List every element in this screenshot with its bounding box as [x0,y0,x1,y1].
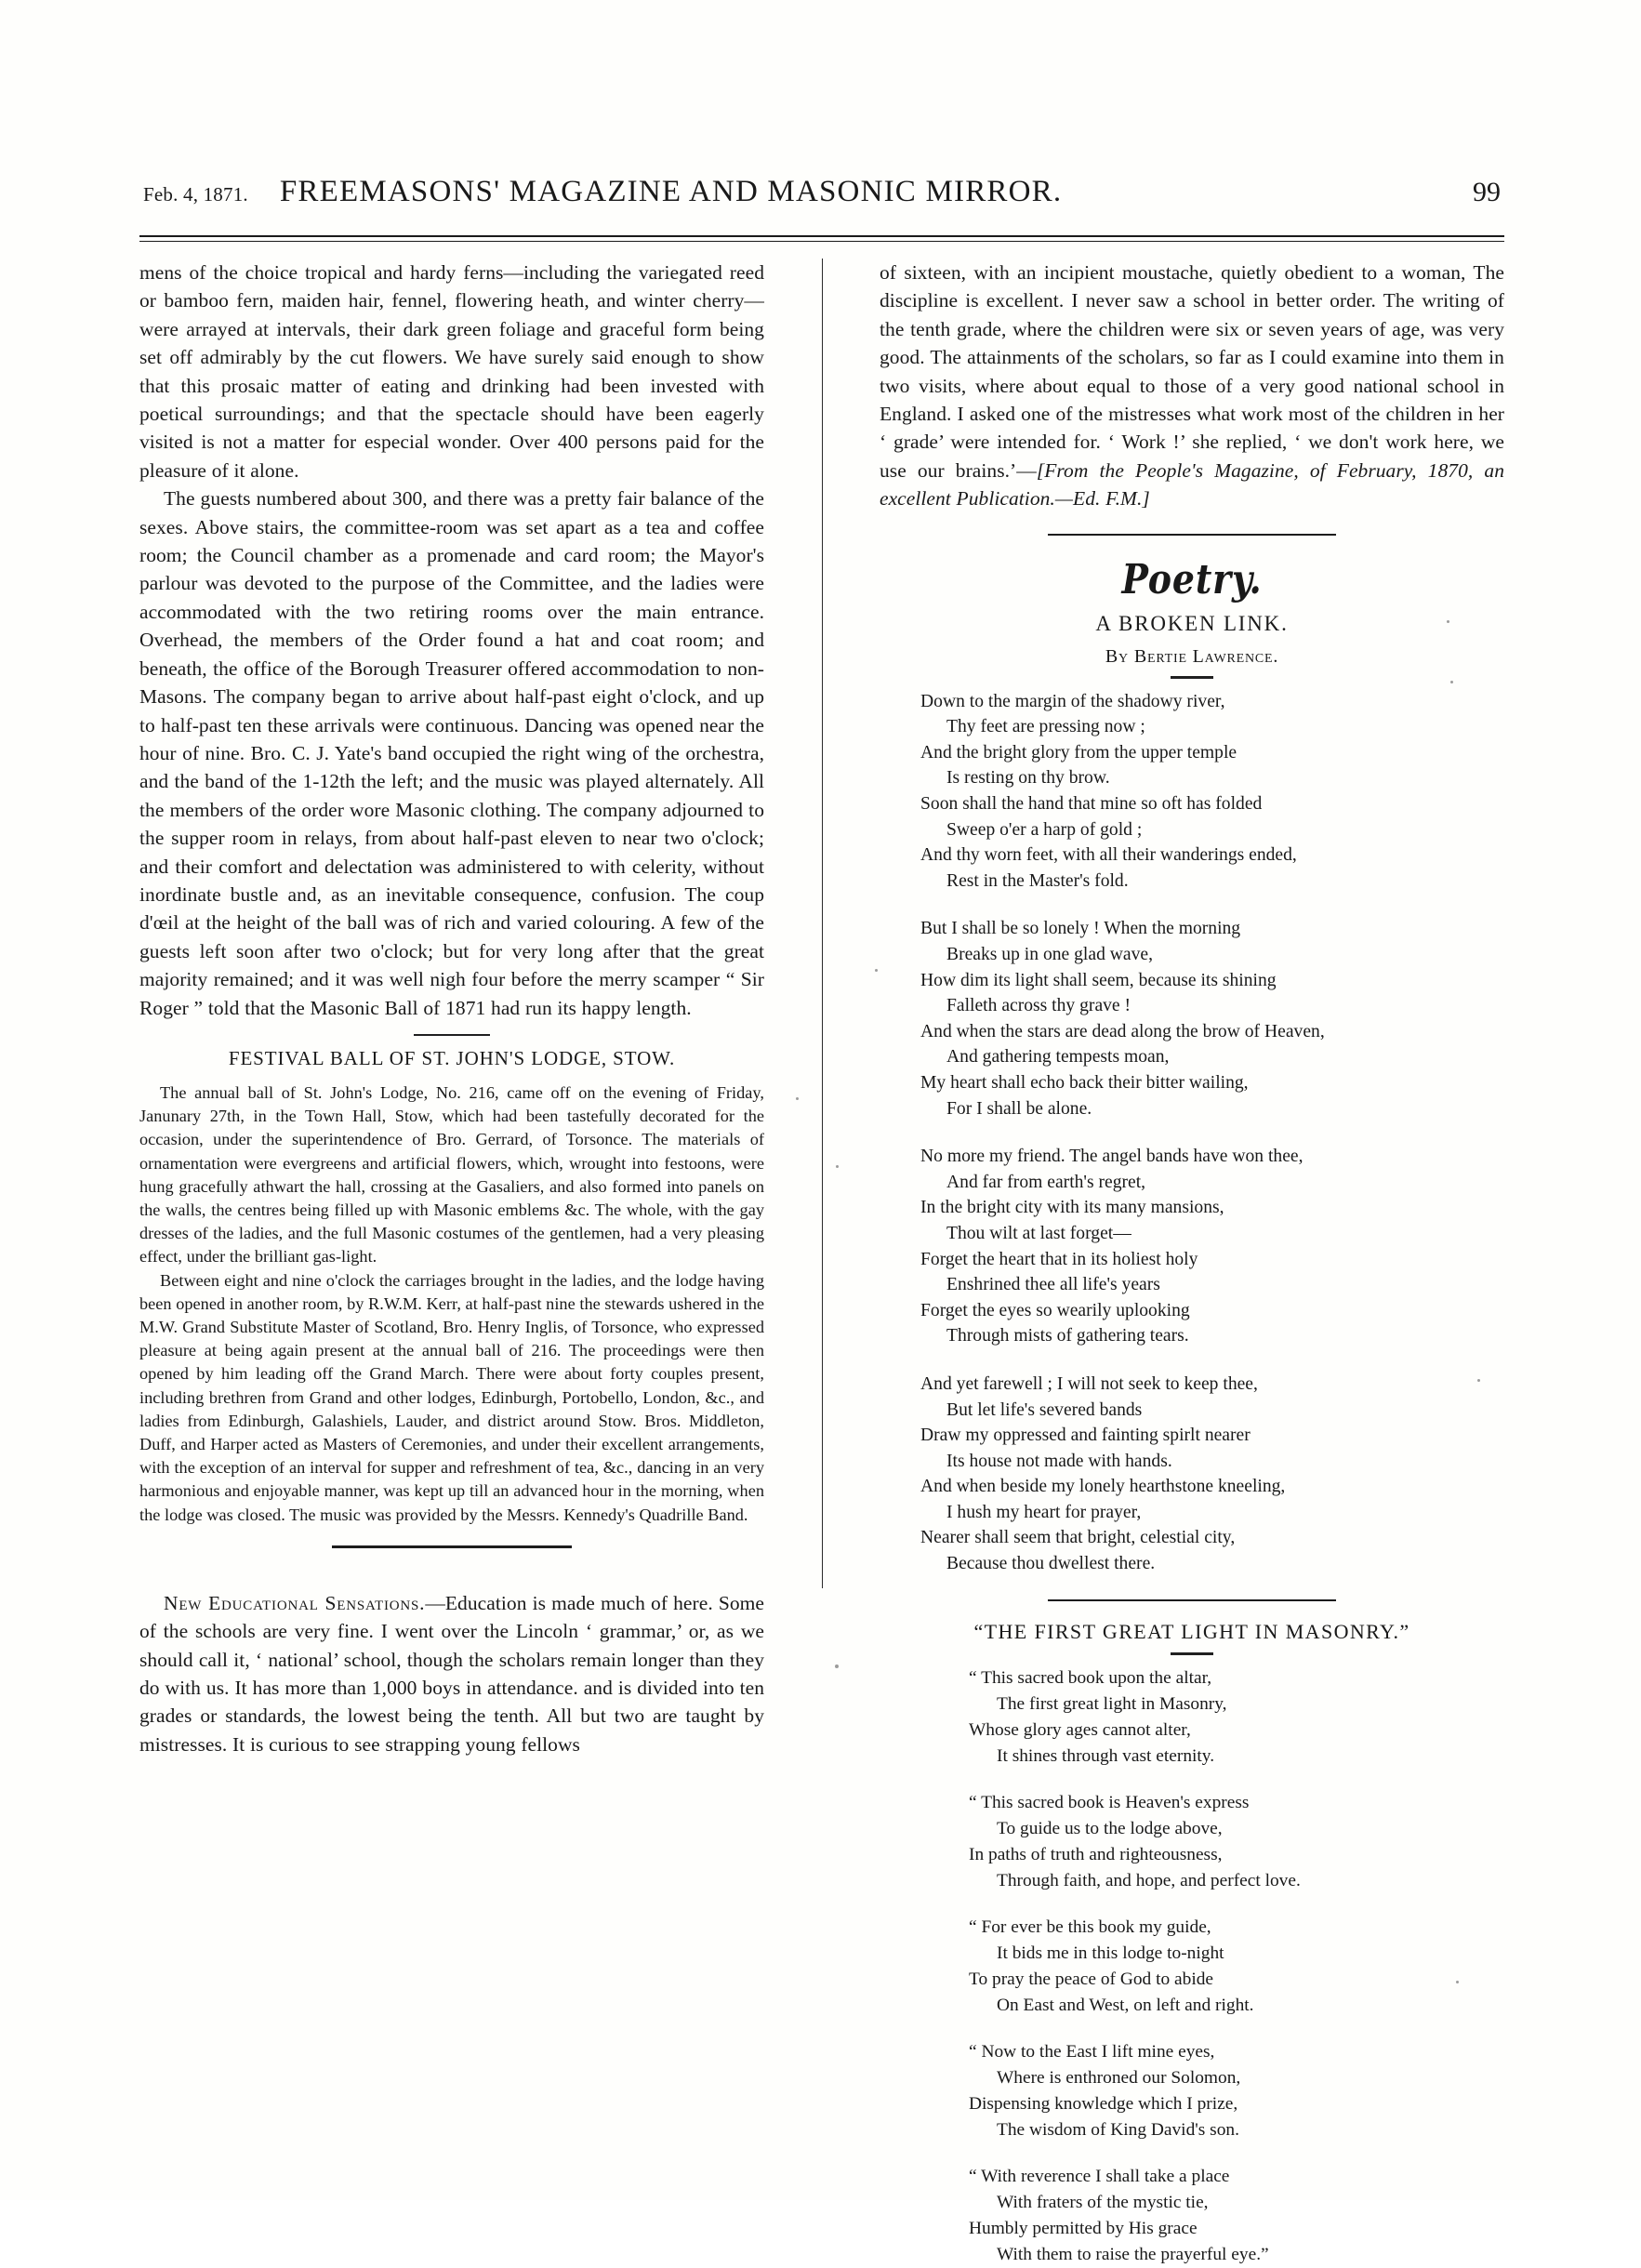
verse-line: Thou wilt at last forget— [946,1223,1131,1243]
page-number: 99 [1473,177,1501,207]
verse-line: Where is enthroned our Solomon, [997,2067,1241,2088]
poetry-section-rule [1048,534,1336,536]
poem-title: A BROKEN LINK. [1095,611,1289,635]
verse-line: To pray the peace of God to abide [969,1969,1214,1989]
spacer [139,1565,764,1589]
verse-line: Dispensing knowledge which I prize, [969,2093,1238,2114]
verse-line: Humbly permitted by His grace [969,2218,1198,2238]
verse-line: But let life's severed bands [946,1399,1143,1420]
verse-line: And when beside my lonely hearthstone kneeling, [920,1477,1286,1497]
verse-line: “ With reverence I shall take a place [969,2166,1230,2186]
verse-line: For I shall be alone. [946,1098,1092,1119]
verse-line: “ This sacred book is Heaven's express [969,1792,1250,1812]
festival-ball-heading: FESTIVAL BALL OF ST. JOHN'S LODGE, STOW. [228,1046,676,1069]
verse-line: Sweep o'er a harp of gold ; [946,819,1143,840]
column-divider-rule [822,259,823,1588]
poem-stanzas [880,689,1504,1577]
paragraph-education [139,1589,764,1758]
verse-line: Enshrined thee all life's years [946,1275,1160,1295]
festival-paragraph-1: The annual ball of St. John's Lodge, No. 216, came off on the evening of Friday, Janunary 27th, in the Town Hall, Stow, which had been tastefully decorated for the occasion, under the superintendence of Bro. Gerrard, of Torsonce. The materials of ornamentation were evergreens and artificial flowers, which, wrought into festoons, were hung gracefully athwart the hall, crossing at the Gasaliers, and also formed into panels on the walls, the centres being filled up with Masonic emblems &c. The whole, with the gay dresses of the ladies, and the full Masonic costumes of the gentlemen, had a very pleasing effect, under the brilliant gas-light. [139,1082,764,1267]
verse-line: Nearer shall seem that bright, celestial city, [920,1528,1236,1548]
poem-stanza [880,1372,1504,1577]
verse-line: In the bright city with its many mansions, [920,1198,1224,1218]
right-column [880,259,1504,2264]
verse-line: Breaks up in one glad wave, [946,945,1153,964]
verse-line: Down to the margin of the shadowy river, [920,691,1225,711]
verse-line: And gathering tempests moan, [946,1047,1170,1068]
hymn-stanzas [880,1665,1504,2268]
verse-line: Draw my oppressed and fainting spirlt nearer [920,1426,1251,1446]
two-column-body [139,259,1504,2264]
poem-stanza [880,916,1504,1121]
verse-line: Forget the eyes so wearily uplooking [920,1300,1190,1320]
hymn-stanza [880,1790,1504,1894]
verse-line: With fraters of the mystic tie, [997,2192,1209,2212]
paragraph-ball-rooms: The guests numbered about 300, and there was a pretty fair balance of the sexes. Above stairs, the committee-room was set apart as a tea and coffee room; the Council chamber as a promenade and card room; the Mayor's parlour was devoted to the purpose of the Committee, and the ladies were accommodated with the two retiring rooms over the main entrance. Overhead, the members of the Order found a hat and coat room; and beneath, the office of the Borough Treasurer offered accommodation to non-Masons. The company began to arrive about half-past eight o'clock, and up to half-past ten these arrivals were continuous. Dancing was opened near the hour of nine. Bro. C. J. Yate's band occupied the right wing of the orchestra, and the band of the 1-12th the left; and the music was played alternately. All the members of the order wore Masonic clothing. The company adjourned to the supper room in relays, from about half-past eleven to near two o'clock; and their comfort and delectation was administered to with celerity, without inordinate bustle and, as an inevitable consequence, confusion. The coup d'œil at the height of the ball was of rich and varied colouring. A few of the guests left soon after two o'clock; but for very long after that the great majority remained; and it was well nigh four before the merry scamper “ Sir Roger ” told that the Masonic Ball of 1871 had run its happy length. [139,487,764,1019]
education-body-text: —Education is made much of here. Some of the schools are very fine. I went over the Lincoln ‘ grammar,’ or, as we should call it, ‘ national’ school, though the scholars remain longer than they do with us. It has more than 1,000 boys in attendance. and is divided into ten grades or standards, the lowest being the tenth. All but two are taught by mistresses. It is curious to see strapping young fellows [139,1591,765,1756]
verse-line: Because thou dwellest there. [946,1554,1156,1574]
hymn-stanza [880,1915,1504,2019]
education-continued-text: of sixteen, with an incipient moustache, quietly obedient to a woman, The discipline is excellent. I never saw a school in better order. The writing of the tenth grade, where the children were six or seven years of age, was very good. The attainments of the scholars, so far as I could examine into them in two visits, where about equal to those of a very good national school in England. I asked one of the mistresses what work most of the children in her ‘ grade’ were intended for. ‘ Work !’ she replied, ‘ we don't work here, we use our brains.’— [880,261,1504,482]
verse-line: Through faith, and hope, and perfect love. [997,1870,1301,1890]
poem-byline [880,646,1504,668]
hymn-section-rule [1048,1599,1336,1601]
verse-line: Soon shall the hand that mine so oft has folded [920,794,1263,815]
verse-line: And yet farewell ; I will not seek to keep thee, [920,1373,1258,1394]
verse-line: No more my friend. The angel bands have won thee, [920,1147,1304,1167]
education-source-attribution: [From the People's Magazine, of February, 1870, an excellent Publication.—Ed. F.M.] [880,458,1504,511]
poem-stanza [880,1144,1504,1349]
verse-line: Its house not made with hands. [946,1451,1172,1471]
education-run-in-head: New Educational Sensations. [164,1591,426,1614]
publication-title: FREEMASONS' MAGAZINE AND MASONIC MIRROR. [279,175,1063,208]
section-divider-rule-2 [332,1545,572,1548]
verse-line: But I shall be so lonely ! When the morning [920,919,1241,939]
verse-line: Whose glory ages cannot alter, [969,1719,1191,1740]
verse-line: To guide us to the lodge above, [997,1818,1223,1838]
verse-line: And far from earth's regret, [946,1172,1146,1192]
verse-line: The wisdom of King David's son. [997,2119,1239,2140]
verse-line: “ This sacred book upon the altar, [969,1667,1212,1688]
verse-line: And thy worn feet, with all their wanderings ended, [920,845,1297,866]
hymn-stanza [880,1665,1504,1770]
poem-stanza [880,689,1504,895]
verse-line: I hush my heart for prayer, [946,1502,1142,1522]
verse-line: Falleth across thy grave ! [946,996,1131,1016]
verse-line: It bids me in this lodge to-night [997,1943,1224,1963]
verse-line: Is resting on thy brow. [946,768,1110,789]
hymn-stanza [880,2164,1504,2268]
poetry-banner-heading: Poetry. [1121,555,1263,603]
poem-author: Bertie Lawrence. [1133,645,1279,667]
verse-line: In paths of truth and righteousness, [969,1844,1223,1864]
verse-line: Forget the heart that in its holiest holy [920,1249,1198,1269]
verse-line: How dim its light shall seem, because its shining [920,970,1277,990]
festival-paragraph-2: Between eight and nine o'clock the carriages brought in the ladies, and the lodge having been opened in another room, by R.W.M. Kerr, at half-past nine the stewards ushered in the M.W. Grand Substitute Master of Scotland, Bro. Henry Inglis, of Torsonce, who expressed pleasure at being again present at the annual ball of 216. The proceedings were then opened by him leading off the Grand March. There were about forty couples present, including brethren from Grand and other lodges, Edinburgh, Portobello, London, &c., and ladies from Edinburgh, Galashiels, Lauder, and district around Stow. Bros. Middleton, Duff, and Harper acted as Masters of Ceremonies, and under their excellent arrangements, with the exception of an interval for supper and refreshment of tea, &c., dancing in an very harmonious and enjoyable manner, was kept up till an advanced hour in the morning, when the lodge was closed. The music was provided by the Messrs. Kennedy's Quadrille Band. [139,1270,764,1524]
verse-line: It shines through vast eternity. [997,1745,1215,1766]
verse-line: On East and West, on left and right. [997,1995,1254,2015]
verse-line: And when the stars are dead along the brow of Heaven, [920,1021,1325,1041]
hymn-stanza [880,2039,1504,2143]
verse-line: And the bright glory from the upper temple [920,742,1237,763]
header-rule [139,235,1504,242]
verse-line: Thy feet are pressing now ; [946,717,1145,737]
verse-line: With them to raise the prayerful eye.” [997,2244,1269,2264]
left-column [139,259,764,2137]
poem-title-rule [1171,676,1213,679]
verse-line: My heart shall echo back their bitter wailing, [920,1072,1249,1093]
paragraph-ferns: mens of the choice tropical and hardy ferns—including the variegated reed or bamboo fern, maiden hair, fennel, flowering heath, and winter cherry—were arrayed at intervals, their dark green foliage and graceful form being set off admirably by the cut flowers. We have surely said enough to show that this prosaic matter of eating and drinking had been invested with poetical surroundings; and that the spectacle should have been eagerly visited is not a matter for especial wonder. Over 400 persons paid for the pleasure of it alone. [139,261,764,482]
spacer [139,1070,764,1081]
verse-line: “ Now to the East I lift mine eyes, [969,2041,1215,2062]
column-gutter [764,259,880,2137]
verse-line: The first great light in Masonry, [997,1693,1227,1714]
section-divider-rule [414,1034,490,1036]
verse-line: “ For ever be this book my guide, [969,1917,1211,1937]
verse-line: Rest in the Master's fold. [946,870,1129,891]
verse-line: Through mists of gathering tears. [946,1326,1189,1346]
running-head [139,175,1506,209]
hymn-title-rule [1171,1652,1213,1655]
paragraph-education-continued [880,259,1504,513]
issue-date: Feb. 4, 1871. [143,183,248,206]
byline-preposition: By [1105,645,1129,667]
hymn-title: “THE FIRST GREAT LIGHT IN MASONRY.” [973,1619,1410,1643]
